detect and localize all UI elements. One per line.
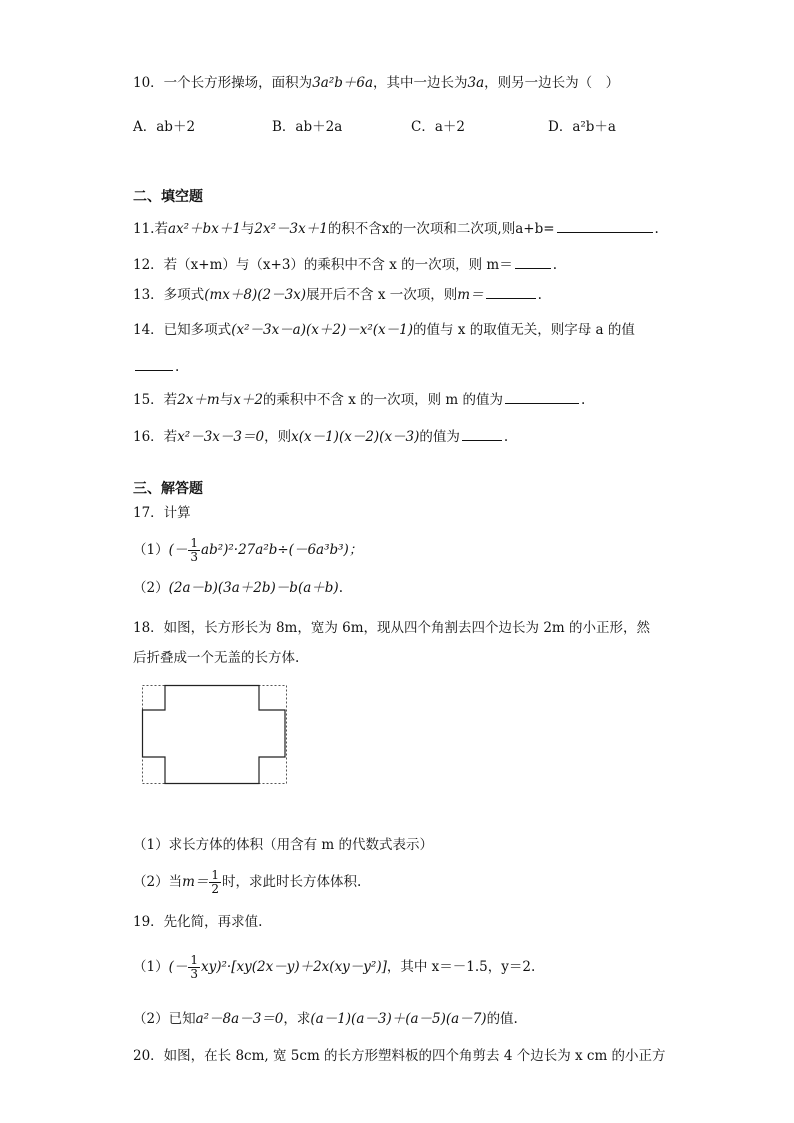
question-16 — [133, 426, 508, 447]
q12-stem: 12．若（x+m）与（x+3）的乘积中不含 x 的一次项，则 m＝ — [133, 257, 513, 273]
q15-stem: 15．若 — [133, 392, 178, 408]
answer-blank — [505, 389, 579, 404]
question-10 — [133, 73, 619, 93]
question-19-part-1 — [133, 954, 535, 981]
outer-dotted-border — [143, 686, 287, 784]
q19-p1-condition: ，其中 x＝－1.5，y＝2 — [386, 959, 531, 975]
q14-stem-end: 的值与 x 的取值无关，则字母 a 的值 — [413, 322, 635, 338]
fraction-numerator: 1 — [190, 536, 199, 550]
fraction-numerator: 1 — [190, 953, 199, 967]
q13-var: m＝ — [457, 287, 484, 303]
fraction-denominator: 3 — [190, 967, 199, 981]
section-heading-solutions: 三、解答题 — [133, 481, 203, 497]
cut-corners-rectangle-figure — [141, 684, 289, 790]
q13-stem-mid: 展开后不含 x 一次项，则 — [306, 287, 458, 303]
q10-option-c: C．a＋2 — [411, 119, 465, 135]
q11-and: 与 — [240, 221, 255, 237]
question-18-line-2: 后折叠成一个无盖的长方体. — [133, 650, 300, 666]
q15-and: 与 — [219, 392, 234, 408]
q10-option-d: D．a²b＋a — [548, 119, 616, 135]
question-14-cont — [133, 356, 179, 377]
q19-p2-label: （2）已知 — [133, 1011, 196, 1027]
q17-p2-expr: (2a－b)(3a＋2b)－b(a＋b) — [168, 580, 339, 596]
question-15 — [133, 389, 585, 410]
question-12 — [133, 254, 557, 275]
q11-period: . — [654, 221, 659, 237]
q10-option-b: B．ab＋2a — [272, 119, 343, 135]
q10-stem-mid: ，其中一边长为 — [373, 75, 468, 91]
fraction — [188, 537, 200, 564]
q17-p2-period: . — [338, 580, 343, 596]
q11-stem-end: 的积不含x的一次项和二次项,则a+b= — [327, 221, 555, 237]
q11-stem: 11.若 — [133, 221, 168, 237]
fraction — [209, 869, 221, 896]
question-17-part-2 — [133, 578, 343, 598]
rectangle-diagram — [141, 684, 289, 786]
q15-stem-end: 的乘积中不含 x 的一次项，则 m 的值为 — [262, 392, 503, 408]
q16-period: . — [503, 429, 509, 445]
q19-p2-expr: (a－1)(a－3)＋(a－5)(a－7) — [310, 1011, 487, 1027]
q15-expr2: x＋2 — [233, 392, 263, 408]
question-19-title: 19．先化简，再求值. — [133, 914, 263, 930]
question-18-part-1: （1）求长方体的体积（用含有 m 的代数式表示） — [133, 837, 433, 853]
q19-p2-find: ，求 — [283, 1011, 311, 1027]
q18-p2-rest: 时，求此时长方体体积. — [222, 874, 362, 890]
q10-stem-end: ，则另一边长为（ ） — [484, 75, 620, 91]
fraction-numerator: 1 — [211, 868, 220, 882]
question-13 — [133, 284, 542, 305]
q16-then: ，则 — [264, 429, 292, 445]
q18-p2-var: m＝ — [182, 874, 209, 890]
q19-p1-period: . — [530, 959, 536, 975]
q19-p2-given: a²－8a－3＝0 — [195, 1011, 284, 1027]
q19-p2-end: 的值. — [486, 1011, 518, 1027]
q11-expr2: 2x²－3x＋1 — [254, 221, 328, 237]
q15-expr1: 2x＋m — [177, 392, 220, 408]
q16-expr2: x(x－1)(x－2)(x－3) — [291, 429, 420, 445]
answer-blank — [515, 254, 551, 269]
answer-blank — [557, 218, 653, 233]
q17-p1-expr: ab²)²·27a²b÷(－6a³b³)； — [201, 542, 363, 558]
q14-period: . — [175, 359, 180, 375]
q13-period: . — [537, 287, 542, 303]
q13-stem: 13．多项式 — [133, 287, 205, 303]
q10-area-expr: 3a²b＋6a — [312, 75, 374, 91]
question-19-part-2 — [133, 1009, 518, 1029]
question-18-part-2 — [133, 869, 361, 896]
q19-p1-expr: xy)²·[xy(2x－y)＋2x(xy－y²)] — [201, 959, 387, 975]
q17-p1-label: （1） — [133, 542, 169, 558]
section-heading-fill-in: 二、填空题 — [133, 189, 203, 205]
q10-stem: 10．一个长方形操场，面积为 — [133, 75, 313, 91]
q11-expr1: ax²＋bx＋1 — [167, 221, 241, 237]
q15-period: . — [581, 392, 586, 408]
q14-stem: 14．已知多项式 — [133, 322, 232, 338]
q18-p2-label: （2）当 — [133, 874, 183, 890]
answer-blank — [462, 426, 502, 441]
q10-option-a: A．ab＋2 — [133, 119, 196, 135]
fraction-denominator: 2 — [211, 882, 220, 896]
question-11 — [133, 218, 659, 239]
q17-p1-open: (－ — [168, 542, 188, 558]
fraction — [188, 954, 200, 981]
q19-p1-open: (－ — [168, 959, 188, 975]
q14-expr: (x²－3x－a)(x＋2)－x²(x－1) — [231, 322, 413, 338]
q17-p2-label: （2） — [133, 580, 169, 596]
answer-blank — [135, 356, 173, 371]
q13-expr: (mx＋8)(2－3x) — [204, 287, 307, 303]
question-17-title: 17．计算 — [133, 505, 191, 521]
q10-side-expr: 3a — [467, 75, 485, 91]
question-14 — [133, 320, 635, 340]
question-20-line-1: 20．如图，在长 8cm, 宽 5cm 的长方形塑料板的四个角剪去 4 个边长为 x cm 的小正方 — [133, 1048, 666, 1064]
q12-period: . — [552, 257, 558, 273]
q19-p1-label: （1） — [133, 959, 169, 975]
q16-stem: 16．若 — [133, 429, 178, 445]
cut-outline — [143, 686, 286, 784]
question-18-line-1: 18．如图，长方形长为 8m，宽为 6m，现从四个角割去四个边长为 2m 的小正形，然 — [133, 620, 651, 636]
question-17-part-1 — [133, 537, 362, 564]
q16-expr1: x²－3x－3＝0 — [177, 429, 265, 445]
answer-blank — [486, 284, 536, 299]
fraction-denominator: 3 — [190, 550, 199, 564]
q16-stem-end: 的值为 — [419, 429, 460, 445]
